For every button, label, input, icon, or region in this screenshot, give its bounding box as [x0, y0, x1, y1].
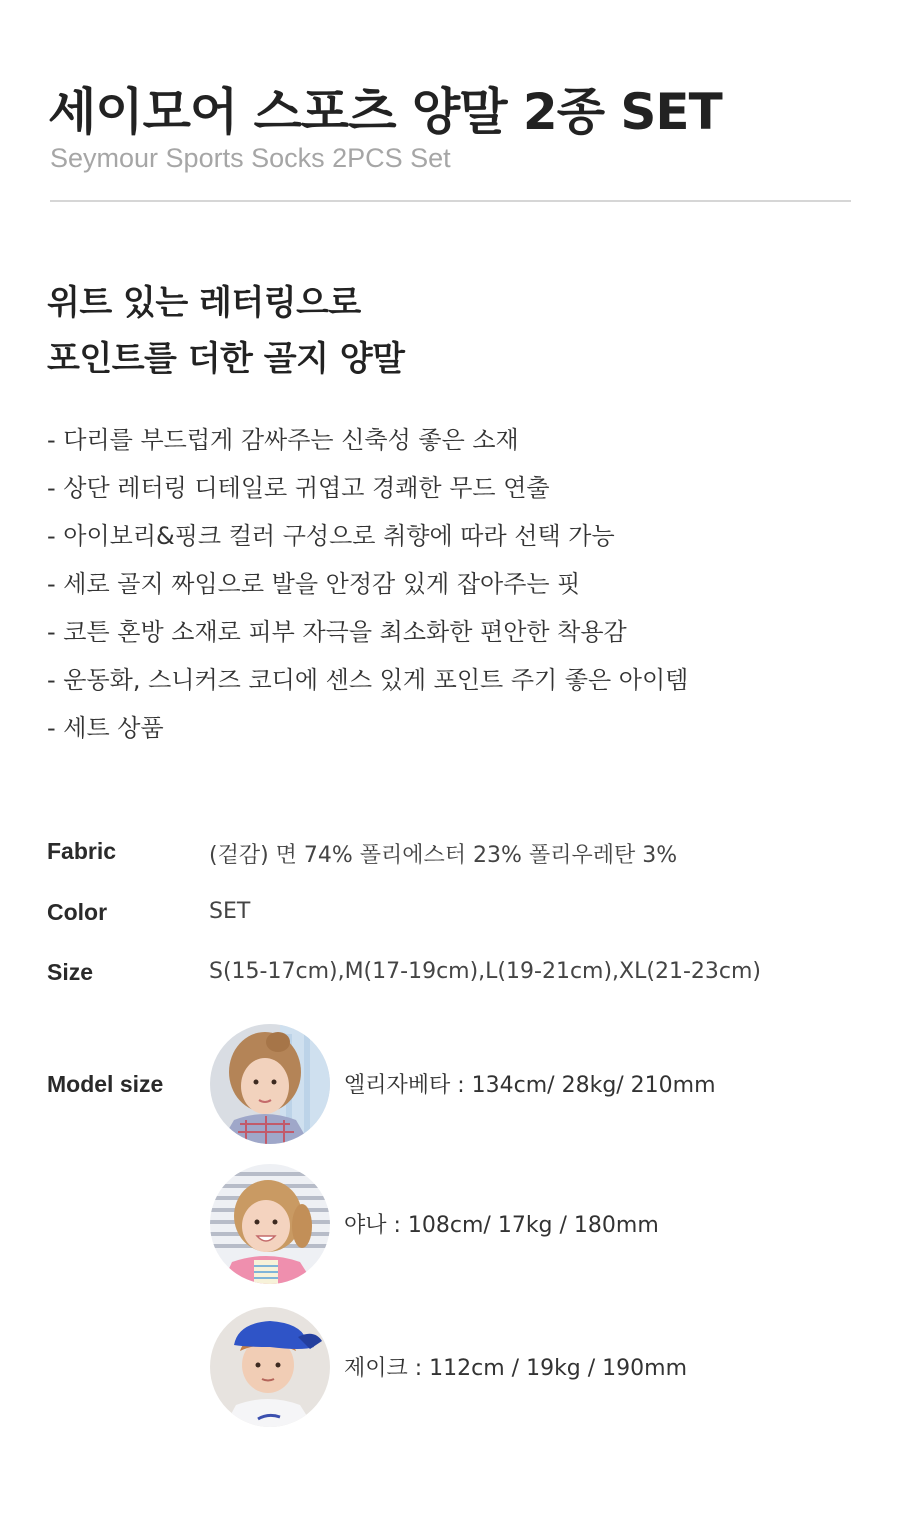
feature-item: - 아이보리&핑크 컬러 구성으로 취향에 따라 선택 가능: [47, 522, 615, 550]
spec-label-color: Color: [47, 899, 108, 925]
header-divider: [50, 200, 851, 202]
spec-value-size: S(15-17cm),M(17-19cm),L(19-21cm),XL(21-23cm): [209, 959, 761, 984]
spec-value-color: SET: [209, 899, 251, 924]
feature-list: [47, 416, 688, 752]
feature-item: - 세로 골지 짜임으로 발을 안정감 있게 잡아주는 핏: [47, 570, 581, 598]
model-photo-icon: [210, 1024, 330, 1144]
feature-item: - 상단 레터링 디테일로 귀엽고 경쾌한 무드 연출: [47, 474, 550, 502]
model-entry: [210, 1307, 900, 1427]
model-entry: [210, 1024, 900, 1144]
product-subtitle: Seymour Sports Socks 2PCS Set: [50, 143, 451, 173]
feature-item: - 세트 상품: [47, 714, 164, 742]
feature-item: - 코튼 혼방 소재로 피부 자극을 최소화한 편안한 착용감: [47, 618, 627, 646]
model-info: 엘리자베타 : 134cm/ 28kg/ 210mm: [344, 1073, 716, 1098]
feature-item: - 다리를 부드럽게 감싸주는 신축성 좋은 소재: [47, 426, 519, 454]
spec-label-fabric: Fabric: [47, 838, 117, 864]
model-info: 야나 : 108cm/ 17kg / 180mm: [344, 1213, 659, 1238]
spec-label-model-size: Model size: [47, 1071, 164, 1097]
feature-item: - 운동화, 스니커즈 코디에 센스 있게 포인트 주기 좋은 아이템: [47, 666, 689, 694]
headline-line-2: 포인트를 더한 골지 양말: [47, 339, 405, 379]
headline: [47, 275, 404, 387]
model-photo-icon: [210, 1164, 330, 1284]
headline-line-1: 위트 있는 레터링으로: [47, 283, 361, 323]
model-info: 제이크 : 112cm / 19kg / 190mm: [344, 1356, 688, 1381]
product-title: 세이모어 스포츠 양말 2종 SET: [48, 83, 722, 141]
model-photo-icon: [210, 1307, 330, 1427]
spec-label-size: Size: [47, 959, 94, 985]
spec-value-fabric: (겉감) 면 74% 폴리에스터 23% 폴리우레탄 3%: [209, 843, 678, 868]
model-entry: [210, 1164, 900, 1284]
